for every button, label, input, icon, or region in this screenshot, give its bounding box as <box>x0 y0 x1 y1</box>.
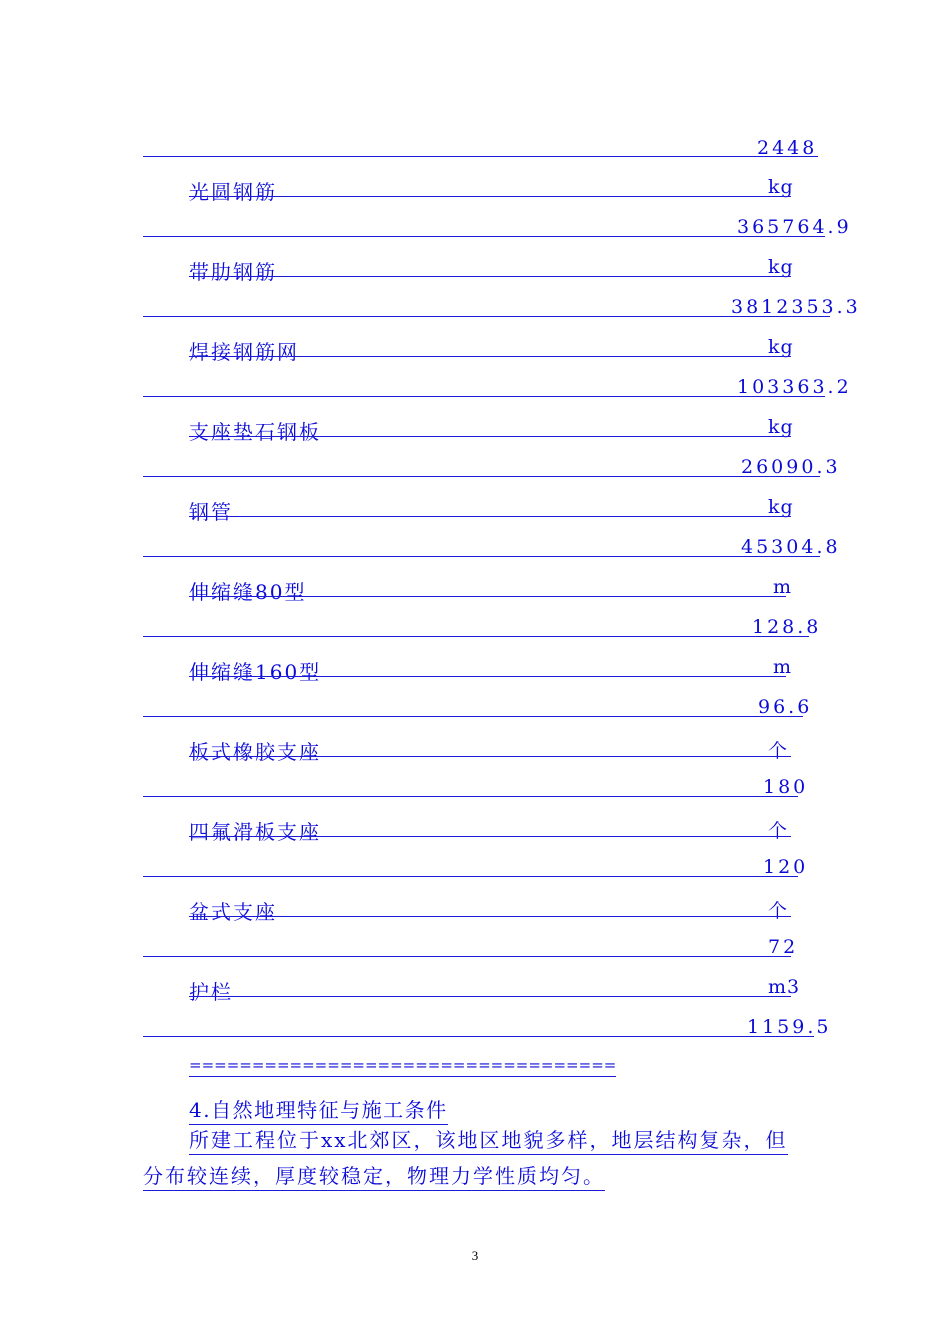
row-underline <box>189 596 786 597</box>
row-underline <box>189 916 791 917</box>
separator-line: ================================== <box>189 1056 616 1077</box>
row-underline <box>189 836 791 837</box>
section-heading: 4.自然地理特征与施工条件 <box>189 1094 448 1125</box>
item-unit: m <box>773 576 793 598</box>
item-quantity: 96.6 <box>758 696 813 718</box>
item-name: 四氟滑板支座 <box>189 820 321 844</box>
row-underline <box>143 236 825 237</box>
item-name: 钢管 <box>189 500 233 524</box>
paragraph-line: 分布较连续，厚度较稳定，物理力学性质均匀。 <box>143 1160 605 1191</box>
row-underline <box>189 196 791 197</box>
row-underline <box>143 636 809 637</box>
page-number: 3 <box>471 1248 479 1263</box>
item-name: 板式橡胶支座 <box>189 740 321 764</box>
item-quantity: 128.8 <box>752 616 822 638</box>
item-unit: kg <box>768 416 794 438</box>
item-quantity: 2448 <box>757 137 818 159</box>
item-unit: kg <box>768 496 794 518</box>
row-underline <box>189 756 791 757</box>
row-underline <box>143 876 798 877</box>
item-name: 盆式支座 <box>189 900 277 924</box>
row-underline <box>189 516 791 517</box>
row-underline <box>143 556 820 557</box>
item-quantity: 1159.5 <box>747 1016 832 1038</box>
item-unit: kg <box>768 336 794 358</box>
item-name: 伸缩缝80型 <box>189 580 307 604</box>
row-underline <box>143 716 803 717</box>
item-quantity: 180 <box>763 776 809 798</box>
row-underline <box>189 276 791 277</box>
item-unit: 个 <box>768 740 789 762</box>
item-unit: 个 <box>768 820 789 842</box>
row-underline <box>143 1036 814 1037</box>
item-unit: kg <box>768 256 794 278</box>
item-quantity: 45304.8 <box>741 536 841 558</box>
row-underline <box>189 996 791 997</box>
item-unit: m <box>773 656 793 678</box>
row-underline <box>189 676 786 677</box>
item-quantity: 3812353.3 <box>731 296 861 318</box>
item-name: 护栏 <box>189 980 233 1004</box>
row-underline <box>143 156 818 157</box>
item-quantity: 26090.3 <box>741 456 841 478</box>
item-name: 光圆钢筋 <box>189 180 277 204</box>
row-underline <box>143 796 798 797</box>
item-quantity: 103363.2 <box>737 376 852 398</box>
row-underline <box>143 316 830 317</box>
item-unit: m3 <box>768 976 801 998</box>
item-unit: kg <box>768 176 794 198</box>
item-name: 支座垫石钢板 <box>189 420 321 444</box>
item-name: 带肋钢筋 <box>189 260 277 284</box>
paragraph-line: 所建工程位于xx北郊区，该地区地貌多样，地层结构复杂，但 <box>189 1124 788 1155</box>
row-underline <box>143 476 820 477</box>
row-underline <box>189 356 791 357</box>
row-underline <box>143 956 791 957</box>
row-underline <box>189 436 791 437</box>
item-quantity: 365764.9 <box>737 216 852 238</box>
row-underline <box>143 396 825 397</box>
item-name: 伸缩缝160型 <box>189 660 322 684</box>
item-unit: 个 <box>768 900 789 922</box>
item-quantity: 72 <box>768 936 799 958</box>
item-quantity: 120 <box>763 856 809 878</box>
item-name: 焊接钢筋网 <box>189 340 299 364</box>
